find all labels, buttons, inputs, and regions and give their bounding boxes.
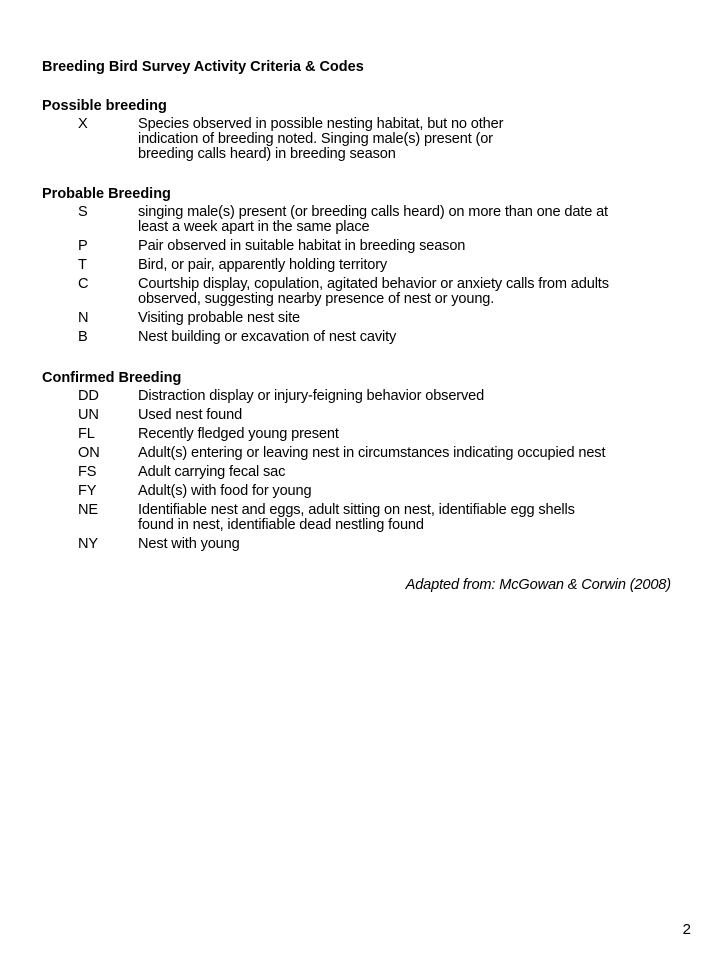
code: X <box>78 116 88 132</box>
code: FY <box>78 483 97 499</box>
section-heading: Probable Breeding <box>42 186 171 202</box>
page-number: 2 <box>682 921 691 938</box>
code-description: Nest with young <box>138 536 240 552</box>
code-row <box>42 330 609 345</box>
code-row <box>42 503 605 533</box>
code-description: Used nest found <box>138 407 243 423</box>
code-row <box>42 465 605 480</box>
code: S <box>78 204 88 220</box>
section-heading: Possible breeding <box>42 98 167 114</box>
code-row <box>42 258 609 273</box>
code: UN <box>78 407 99 423</box>
code-row <box>42 277 609 307</box>
document-title: Breeding Bird Survey Activity Criteria & Codes <box>42 59 364 75</box>
code-description: Identifiable nest and eggs, adult sitting on nest, identifiable egg shells found in nest, identifiable dead nestling found <box>138 502 575 533</box>
code-description: Adult(s) entering or leaving nest in circumstances indicating occupied nest <box>138 445 606 461</box>
code-description: Courtship display, copulation, agitated behavior or anxiety calls from adults observed, suggesting nearby presence of nest or young. <box>138 276 609 307</box>
code-description: Distraction display or injury-feigning behavior observed <box>138 388 485 404</box>
code: NY <box>78 536 98 552</box>
code: FL <box>78 426 95 442</box>
code: ON <box>78 445 100 461</box>
code: P <box>78 238 88 254</box>
code-description: Bird, or pair, apparently holding territory <box>138 257 388 273</box>
section-possible-breeding <box>42 98 503 166</box>
code-description: Adult carrying fecal sac <box>138 464 286 480</box>
code-row <box>42 446 605 461</box>
code-description: Pair observed in suitable habitat in breeding season <box>138 238 466 254</box>
code-description: Recently fledged young present <box>138 426 339 442</box>
code: B <box>78 329 88 345</box>
code-row <box>42 427 605 442</box>
section-confirmed-breeding <box>42 370 605 556</box>
source-credit: Adapted from: McGowan & Corwin (2008) <box>405 577 671 593</box>
code-description: Adult(s) with food for young <box>138 483 312 499</box>
code-row <box>42 389 605 404</box>
code-row <box>42 205 609 235</box>
code: N <box>78 310 89 326</box>
code: NE <box>78 502 98 518</box>
code: DD <box>78 388 99 404</box>
code: T <box>78 257 87 273</box>
code-row <box>42 311 609 326</box>
code-description: Nest building or excavation of nest cavity <box>138 329 397 345</box>
code-description: singing male(s) present (or breeding calls heard) on more than one date at least a week apart in the same place <box>138 204 608 235</box>
code-row <box>42 537 605 552</box>
section-probable-breeding <box>42 186 609 349</box>
code-row <box>42 484 605 499</box>
code-description: Visiting probable nest site <box>138 310 300 326</box>
section-heading: Confirmed Breeding <box>42 370 182 386</box>
code-row <box>42 239 609 254</box>
code: C <box>78 276 89 292</box>
code-row <box>42 117 503 162</box>
code: FS <box>78 464 97 480</box>
code-description: Species observed in possible nesting habitat, but no other indication of breeding noted. Singing male(s) present (or breeding calls heard) in breeding season <box>138 116 504 162</box>
code-row <box>42 408 605 423</box>
